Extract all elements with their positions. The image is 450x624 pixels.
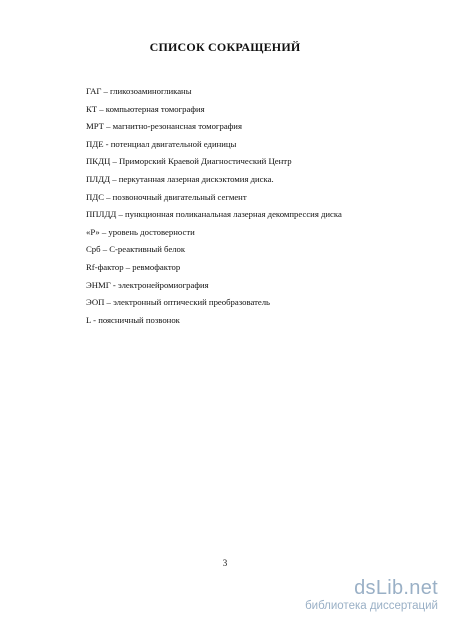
- watermark-subtitle: библиотека диссертаций: [305, 600, 438, 612]
- list-item: ЭОП – электронный оптический преобразователь: [86, 297, 271, 308]
- abbreviation-list: [86, 83, 436, 329]
- list-item: «Р» – уровень достоверности: [86, 226, 195, 237]
- page-number: 3: [222, 558, 228, 568]
- list-item: ПЛДД – перкутанная лазерная дискэктомия диска.: [86, 173, 274, 184]
- list-item: КТ – компьютерная томография: [86, 103, 205, 114]
- watermark-logo: dsLib.net: [354, 577, 438, 599]
- list-item: ПДС – позвоночный двигательный сегмент: [86, 191, 247, 202]
- list-item: Rf-фактор – ревмофактор: [86, 261, 181, 272]
- list-item: ППЛДД – пункционная поликанальная лазерная декомпрессия диска: [86, 209, 342, 220]
- list-item: L - поясничный позвонок: [86, 314, 180, 325]
- list-item: ГАГ – гликозоаминогликаны: [86, 86, 192, 96]
- watermark: [258, 577, 438, 613]
- list-item: ПДЕ - потенциал двигательной единицы: [86, 138, 237, 149]
- list-item: ПКДЦ – Приморский Краевой Диагностический Центр: [86, 156, 292, 167]
- page-title: СПИСОК СОКРАЩЕНИЙ: [149, 40, 301, 54]
- list-item: ЭНМГ - электронейромиография: [86, 279, 209, 290]
- list-item: Срб – С-реактивный белок: [86, 244, 186, 255]
- list-item: МРТ – магнитно-резонансная томография: [86, 121, 242, 132]
